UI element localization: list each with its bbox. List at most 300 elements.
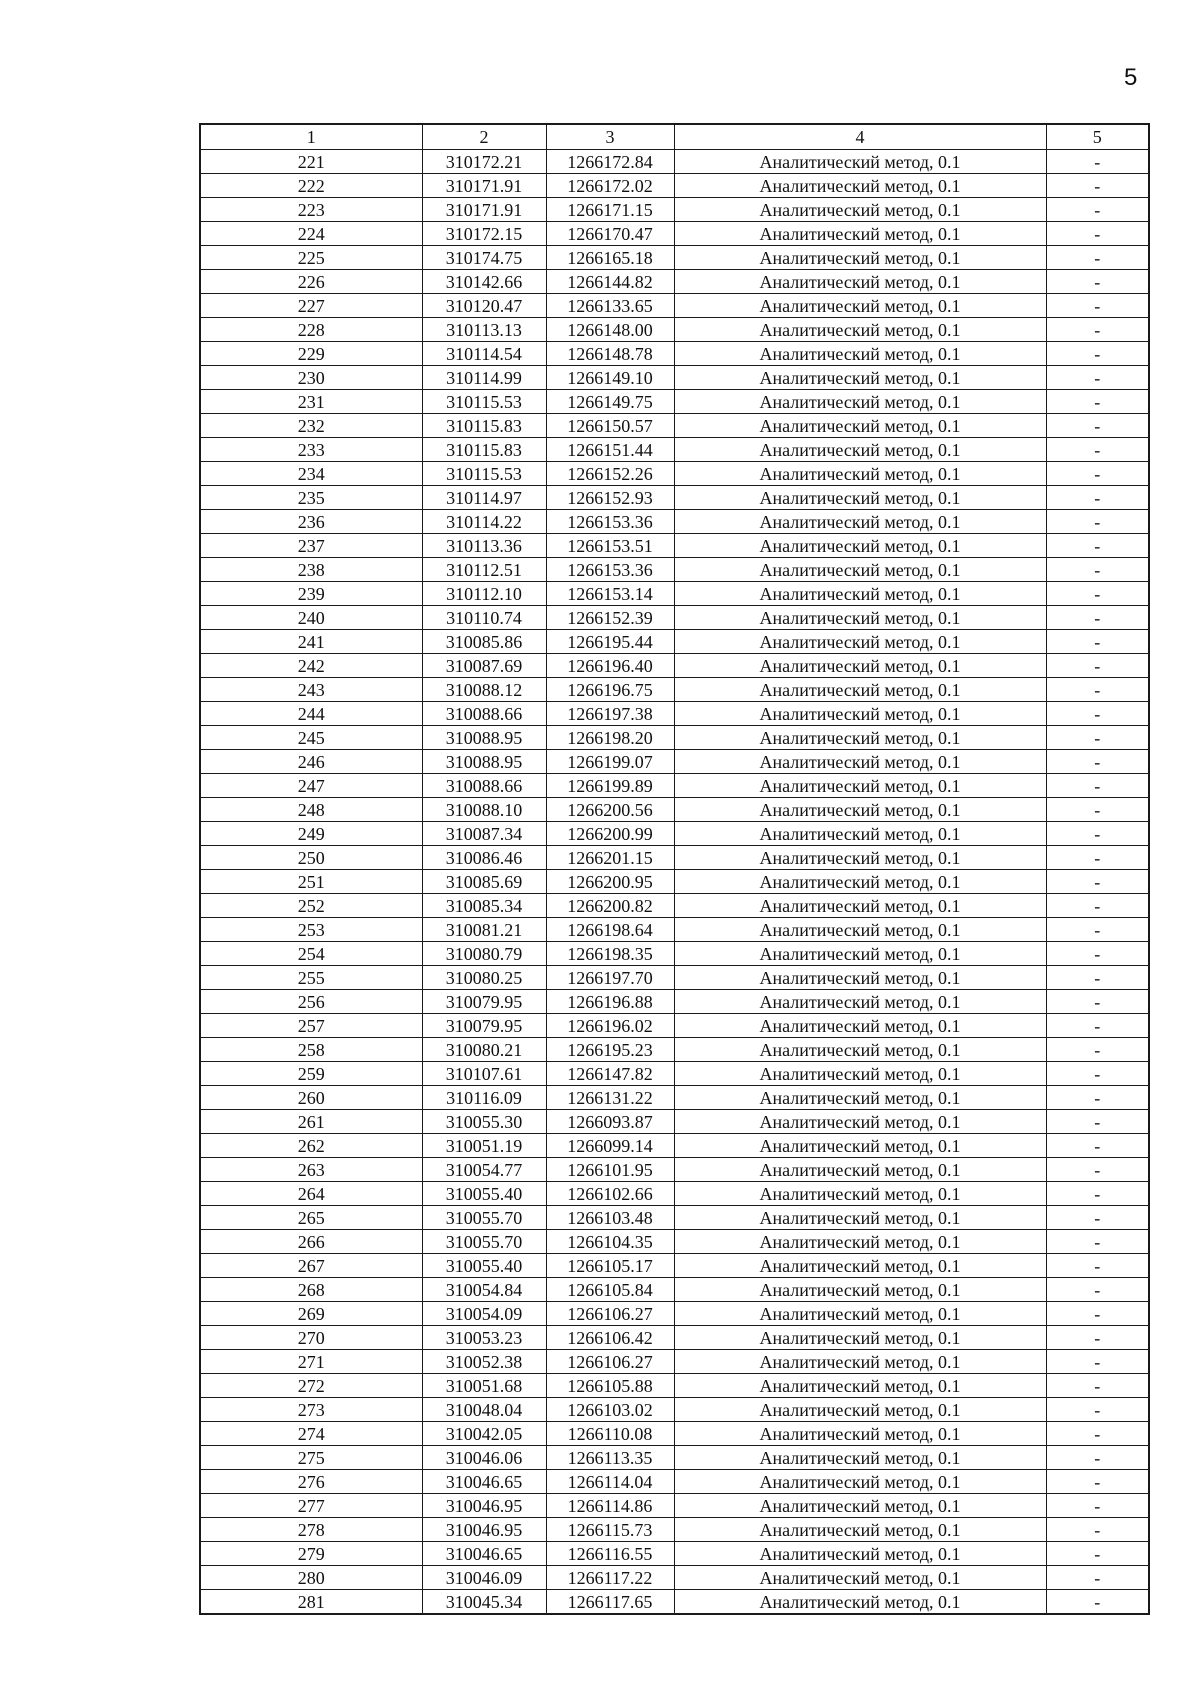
table-row [200,726,1149,750]
cell-y-coordinate: 1266116.55 [546,1542,674,1566]
cell-y-coordinate: 1266093.87 [546,1110,674,1134]
cell-method: Аналитический метод, 0.1 [674,606,1046,630]
cell-point-number: 237 [200,534,422,558]
cell-point-number: 281 [200,1590,422,1615]
cell-method: Аналитический метод, 0.1 [674,1470,1046,1494]
cell-method: Аналитический метод, 0.1 [674,462,1046,486]
table-row [200,318,1149,342]
cell-method: Аналитический метод, 0.1 [674,1062,1046,1086]
cell-x-coordinate: 310080.25 [422,966,546,990]
cell-method: Аналитический метод, 0.1 [674,1446,1046,1470]
cell-x-coordinate: 310114.99 [422,366,546,390]
cell-point-number: 278 [200,1518,422,1542]
header-row [200,124,1149,150]
cell-point-number: 251 [200,870,422,894]
cell-method: Аналитический метод, 0.1 [674,630,1046,654]
cell-y-coordinate: 1266172.84 [546,150,674,174]
cell-description: - [1046,678,1149,702]
cell-method: Аналитический метод, 0.1 [674,582,1046,606]
cell-x-coordinate: 310085.69 [422,870,546,894]
cell-x-coordinate: 310088.66 [422,774,546,798]
cell-description: - [1046,1014,1149,1038]
cell-y-coordinate: 1266196.02 [546,1014,674,1038]
table-row [200,1014,1149,1038]
table-row [200,774,1149,798]
table-row [200,942,1149,966]
cell-method: Аналитический метод, 0.1 [674,318,1046,342]
cell-y-coordinate: 1266165.18 [546,246,674,270]
cell-description: - [1046,1326,1149,1350]
cell-description: - [1046,1422,1149,1446]
cell-x-coordinate: 310054.77 [422,1158,546,1182]
cell-description: - [1046,174,1149,198]
cell-description: - [1046,582,1149,606]
cell-description: - [1046,222,1149,246]
table-row [200,390,1149,414]
cell-method: Аналитический метод, 0.1 [674,798,1046,822]
cell-description: - [1046,1374,1149,1398]
table-row [200,702,1149,726]
cell-point-number: 253 [200,918,422,942]
table-row [200,438,1149,462]
cell-x-coordinate: 310051.19 [422,1134,546,1158]
cell-x-coordinate: 310120.47 [422,294,546,318]
table-row [200,1470,1149,1494]
cell-x-coordinate: 310115.53 [422,462,546,486]
cell-y-coordinate: 1266172.02 [546,174,674,198]
cell-description: - [1046,1566,1149,1590]
cell-y-coordinate: 1266200.56 [546,798,674,822]
cell-method: Аналитический метод, 0.1 [674,990,1046,1014]
cell-description: - [1046,846,1149,870]
table-row [200,510,1149,534]
cell-x-coordinate: 310085.34 [422,894,546,918]
cell-y-coordinate: 1266153.36 [546,558,674,582]
table-row [200,1302,1149,1326]
cell-y-coordinate: 1266151.44 [546,438,674,462]
cell-point-number: 239 [200,582,422,606]
table-row [200,1038,1149,1062]
cell-y-coordinate: 1266102.66 [546,1182,674,1206]
cell-point-number: 229 [200,342,422,366]
cell-y-coordinate: 1266195.44 [546,630,674,654]
cell-point-number: 261 [200,1110,422,1134]
header-cell-description: 5 [1046,124,1149,150]
cell-y-coordinate: 1266106.27 [546,1302,674,1326]
cell-method: Аналитический метод, 0.1 [674,726,1046,750]
cell-y-coordinate: 1266201.15 [546,846,674,870]
cell-description: - [1046,150,1149,174]
cell-method: Аналитический метод, 0.1 [674,654,1046,678]
table-row [200,1566,1149,1590]
cell-description: - [1046,414,1149,438]
table-row [200,846,1149,870]
cell-method: Аналитический метод, 0.1 [674,558,1046,582]
cell-method: Аналитический метод, 0.1 [674,1206,1046,1230]
cell-point-number: 223 [200,198,422,222]
cell-x-coordinate: 310115.83 [422,438,546,462]
cell-x-coordinate: 310085.86 [422,630,546,654]
cell-y-coordinate: 1266195.23 [546,1038,674,1062]
cell-y-coordinate: 1266106.27 [546,1350,674,1374]
cell-description: - [1046,1134,1149,1158]
cell-x-coordinate: 310086.46 [422,846,546,870]
cell-y-coordinate: 1266153.14 [546,582,674,606]
cell-y-coordinate: 1266152.93 [546,486,674,510]
cell-x-coordinate: 310116.09 [422,1086,546,1110]
cell-x-coordinate: 310055.40 [422,1182,546,1206]
table-row [200,822,1149,846]
cell-x-coordinate: 310048.04 [422,1398,546,1422]
cell-point-number: 254 [200,942,422,966]
cell-y-coordinate: 1266199.89 [546,774,674,798]
cell-method: Аналитический метод, 0.1 [674,870,1046,894]
cell-method: Аналитический метод, 0.1 [674,534,1046,558]
cell-x-coordinate: 310110.74 [422,606,546,630]
cell-y-coordinate: 1266198.35 [546,942,674,966]
cell-point-number: 228 [200,318,422,342]
cell-y-coordinate: 1266200.82 [546,894,674,918]
cell-y-coordinate: 1266131.22 [546,1086,674,1110]
cell-point-number: 264 [200,1182,422,1206]
table-row [200,798,1149,822]
cell-x-coordinate: 310112.10 [422,582,546,606]
cell-y-coordinate: 1266197.38 [546,702,674,726]
cell-description: - [1046,654,1149,678]
cell-method: Аналитический метод, 0.1 [674,1182,1046,1206]
cell-x-coordinate: 310171.91 [422,198,546,222]
table-row [200,1254,1149,1278]
cell-point-number: 260 [200,1086,422,1110]
cell-y-coordinate: 1266099.14 [546,1134,674,1158]
cell-x-coordinate: 310115.53 [422,390,546,414]
table-row [200,1350,1149,1374]
cell-method: Аналитический метод, 0.1 [674,294,1046,318]
cell-point-number: 271 [200,1350,422,1374]
table-row [200,222,1149,246]
cell-point-number: 277 [200,1494,422,1518]
cell-point-number: 243 [200,678,422,702]
cell-y-coordinate: 1266114.86 [546,1494,674,1518]
table-row [200,678,1149,702]
cell-point-number: 233 [200,438,422,462]
table-row [200,1542,1149,1566]
cell-x-coordinate: 310046.95 [422,1494,546,1518]
cell-description: - [1046,366,1149,390]
cell-method: Аналитический метод, 0.1 [674,342,1046,366]
table-row [200,1278,1149,1302]
cell-method: Аналитический метод, 0.1 [674,702,1046,726]
cell-x-coordinate: 310114.97 [422,486,546,510]
cell-description: - [1046,1230,1149,1254]
table-row [200,342,1149,366]
table-row [200,150,1149,174]
cell-description: - [1046,1038,1149,1062]
cell-point-number: 248 [200,798,422,822]
cell-description: - [1046,1278,1149,1302]
cell-x-coordinate: 310172.21 [422,150,546,174]
table-row [200,534,1149,558]
cell-x-coordinate: 310171.91 [422,174,546,198]
cell-description: - [1046,942,1149,966]
table-row [200,174,1149,198]
cell-y-coordinate: 1266117.65 [546,1590,674,1615]
cell-description: - [1046,1590,1149,1615]
cell-description: - [1046,822,1149,846]
table-row [200,246,1149,270]
cell-point-number: 268 [200,1278,422,1302]
cell-y-coordinate: 1266152.39 [546,606,674,630]
cell-y-coordinate: 1266114.04 [546,1470,674,1494]
cell-description: - [1046,918,1149,942]
cell-x-coordinate: 310055.40 [422,1254,546,1278]
cell-method: Аналитический метод, 0.1 [674,1590,1046,1615]
cell-y-coordinate: 1266198.64 [546,918,674,942]
cell-point-number: 280 [200,1566,422,1590]
cell-x-coordinate: 310114.54 [422,342,546,366]
cell-y-coordinate: 1266117.22 [546,1566,674,1590]
cell-y-coordinate: 1266133.65 [546,294,674,318]
cell-description: - [1046,966,1149,990]
cell-point-number: 262 [200,1134,422,1158]
cell-point-number: 225 [200,246,422,270]
table-row [200,366,1149,390]
cell-x-coordinate: 310045.34 [422,1590,546,1615]
cell-point-number: 246 [200,750,422,774]
table-row [200,1206,1149,1230]
cell-method: Аналитический метод, 0.1 [674,750,1046,774]
cell-point-number: 255 [200,966,422,990]
table-row [200,1062,1149,1086]
cell-point-number: 244 [200,702,422,726]
table-body [200,150,1149,1615]
cell-x-coordinate: 310172.15 [422,222,546,246]
cell-x-coordinate: 310055.70 [422,1206,546,1230]
cell-y-coordinate: 1266149.75 [546,390,674,414]
cell-x-coordinate: 310055.30 [422,1110,546,1134]
cell-method: Аналитический метод, 0.1 [674,918,1046,942]
cell-point-number: 258 [200,1038,422,1062]
table-row [200,1398,1149,1422]
table-row [200,918,1149,942]
cell-x-coordinate: 310174.75 [422,246,546,270]
cell-point-number: 259 [200,1062,422,1086]
cell-description: - [1046,1398,1149,1422]
cell-point-number: 279 [200,1542,422,1566]
cell-description: - [1046,510,1149,534]
table-row [200,414,1149,438]
cell-method: Аналитический метод, 0.1 [674,414,1046,438]
cell-y-coordinate: 1266153.51 [546,534,674,558]
cell-y-coordinate: 1266196.40 [546,654,674,678]
cell-y-coordinate: 1266148.78 [546,342,674,366]
cell-method: Аналитический метод, 0.1 [674,1326,1046,1350]
table-row [200,1422,1149,1446]
cell-x-coordinate: 310080.21 [422,1038,546,1062]
cell-method: Аналитический метод, 0.1 [674,1038,1046,1062]
cell-x-coordinate: 310046.65 [422,1542,546,1566]
cell-y-coordinate: 1266197.70 [546,966,674,990]
cell-point-number: 256 [200,990,422,1014]
cell-y-coordinate: 1266200.99 [546,822,674,846]
cell-method: Аналитический метод, 0.1 [674,390,1046,414]
table-row [200,1110,1149,1134]
cell-method: Аналитический метод, 0.1 [674,942,1046,966]
cell-y-coordinate: 1266147.82 [546,1062,674,1086]
cell-method: Аналитический метод, 0.1 [674,1566,1046,1590]
cell-point-number: 221 [200,150,422,174]
cell-description: - [1046,390,1149,414]
table-row [200,1494,1149,1518]
cell-x-coordinate: 310107.61 [422,1062,546,1086]
cell-y-coordinate: 1266144.82 [546,270,674,294]
cell-y-coordinate: 1266115.73 [546,1518,674,1542]
cell-description: - [1046,1350,1149,1374]
cell-x-coordinate: 310112.51 [422,558,546,582]
cell-description: - [1046,1542,1149,1566]
cell-x-coordinate: 310088.95 [422,726,546,750]
cell-y-coordinate: 1266152.26 [546,462,674,486]
cell-point-number: 257 [200,1014,422,1038]
cell-point-number: 238 [200,558,422,582]
cell-y-coordinate: 1266103.02 [546,1398,674,1422]
cell-y-coordinate: 1266150.57 [546,414,674,438]
table-row [200,606,1149,630]
cell-y-coordinate: 1266153.36 [546,510,674,534]
cell-point-number: 227 [200,294,422,318]
cell-method: Аналитический метод, 0.1 [674,174,1046,198]
cell-method: Аналитический метод, 0.1 [674,1374,1046,1398]
cell-method: Аналитический метод, 0.1 [674,774,1046,798]
cell-description: - [1046,1302,1149,1326]
cell-description: - [1046,1182,1149,1206]
cell-y-coordinate: 1266171.15 [546,198,674,222]
cell-method: Аналитический метод, 0.1 [674,246,1046,270]
table-row [200,654,1149,678]
table-row [200,1158,1149,1182]
cell-description: - [1046,606,1149,630]
cell-method: Аналитический метод, 0.1 [674,1278,1046,1302]
table-row [200,1590,1149,1615]
table-row [200,750,1149,774]
cell-description: - [1046,1254,1149,1278]
cell-description: - [1046,246,1149,270]
cell-x-coordinate: 310088.12 [422,678,546,702]
cell-x-coordinate: 310053.23 [422,1326,546,1350]
cell-x-coordinate: 310081.21 [422,918,546,942]
table-row [200,1134,1149,1158]
cell-method: Аналитический метод, 0.1 [674,1014,1046,1038]
cell-method: Аналитический метод, 0.1 [674,846,1046,870]
cell-method: Аналитический метод, 0.1 [674,1422,1046,1446]
cell-method: Аналитический метод, 0.1 [674,1350,1046,1374]
cell-x-coordinate: 310113.13 [422,318,546,342]
cell-description: - [1046,774,1149,798]
cell-description: - [1046,270,1149,294]
header-cell-x-coordinate: 2 [422,124,546,150]
table-header [200,124,1149,150]
cell-point-number: 241 [200,630,422,654]
cell-point-number: 275 [200,1446,422,1470]
cell-point-number: 222 [200,174,422,198]
coordinates-table [199,123,1150,1615]
cell-x-coordinate: 310052.38 [422,1350,546,1374]
table-row [200,486,1149,510]
cell-y-coordinate: 1266199.07 [546,750,674,774]
cell-method: Аналитический метод, 0.1 [674,1254,1046,1278]
table-row [200,1374,1149,1398]
cell-x-coordinate: 310113.36 [422,534,546,558]
cell-method: Аналитический метод, 0.1 [674,438,1046,462]
cell-method: Аналитический метод, 0.1 [674,1542,1046,1566]
cell-point-number: 270 [200,1326,422,1350]
cell-description: - [1046,342,1149,366]
cell-x-coordinate: 310087.69 [422,654,546,678]
cell-method: Аналитический метод, 0.1 [674,1230,1046,1254]
cell-method: Аналитический метод, 0.1 [674,270,1046,294]
cell-point-number: 252 [200,894,422,918]
table-row [200,1326,1149,1350]
table-row [200,1230,1149,1254]
cell-y-coordinate: 1266198.20 [546,726,674,750]
table-row [200,966,1149,990]
table-row [200,462,1149,486]
cell-y-coordinate: 1266101.95 [546,1158,674,1182]
cell-point-number: 274 [200,1422,422,1446]
cell-description: - [1046,1494,1149,1518]
cell-point-number: 269 [200,1302,422,1326]
cell-description: - [1046,798,1149,822]
table-row [200,270,1149,294]
cell-point-number: 250 [200,846,422,870]
cell-y-coordinate: 1266105.84 [546,1278,674,1302]
table-row [200,1182,1149,1206]
cell-x-coordinate: 310080.79 [422,942,546,966]
cell-method: Аналитический метод, 0.1 [674,1086,1046,1110]
cell-description: - [1046,1110,1149,1134]
cell-description: - [1046,438,1149,462]
cell-method: Аналитический метод, 0.1 [674,222,1046,246]
table-row [200,582,1149,606]
cell-point-number: 265 [200,1206,422,1230]
cell-description: - [1046,558,1149,582]
cell-y-coordinate: 1266170.47 [546,222,674,246]
cell-description: - [1046,630,1149,654]
cell-description: - [1046,1158,1149,1182]
cell-x-coordinate: 310046.65 [422,1470,546,1494]
table-row [200,198,1149,222]
cell-y-coordinate: 1266105.17 [546,1254,674,1278]
cell-description: - [1046,318,1149,342]
cell-point-number: 276 [200,1470,422,1494]
cell-method: Аналитический метод, 0.1 [674,1158,1046,1182]
table-row [200,294,1149,318]
cell-description: - [1046,1446,1149,1470]
cell-method: Аналитический метод, 0.1 [674,678,1046,702]
cell-method: Аналитический метод, 0.1 [674,198,1046,222]
cell-x-coordinate: 310042.05 [422,1422,546,1446]
cell-description: - [1046,702,1149,726]
table-row [200,1086,1149,1110]
header-cell-method: 4 [674,124,1046,150]
cell-method: Аналитический метод, 0.1 [674,486,1046,510]
cell-x-coordinate: 310055.70 [422,1230,546,1254]
cell-description: - [1046,870,1149,894]
cell-method: Аналитический метод, 0.1 [674,1398,1046,1422]
cell-x-coordinate: 310088.95 [422,750,546,774]
table-row [200,870,1149,894]
cell-description: - [1046,1470,1149,1494]
